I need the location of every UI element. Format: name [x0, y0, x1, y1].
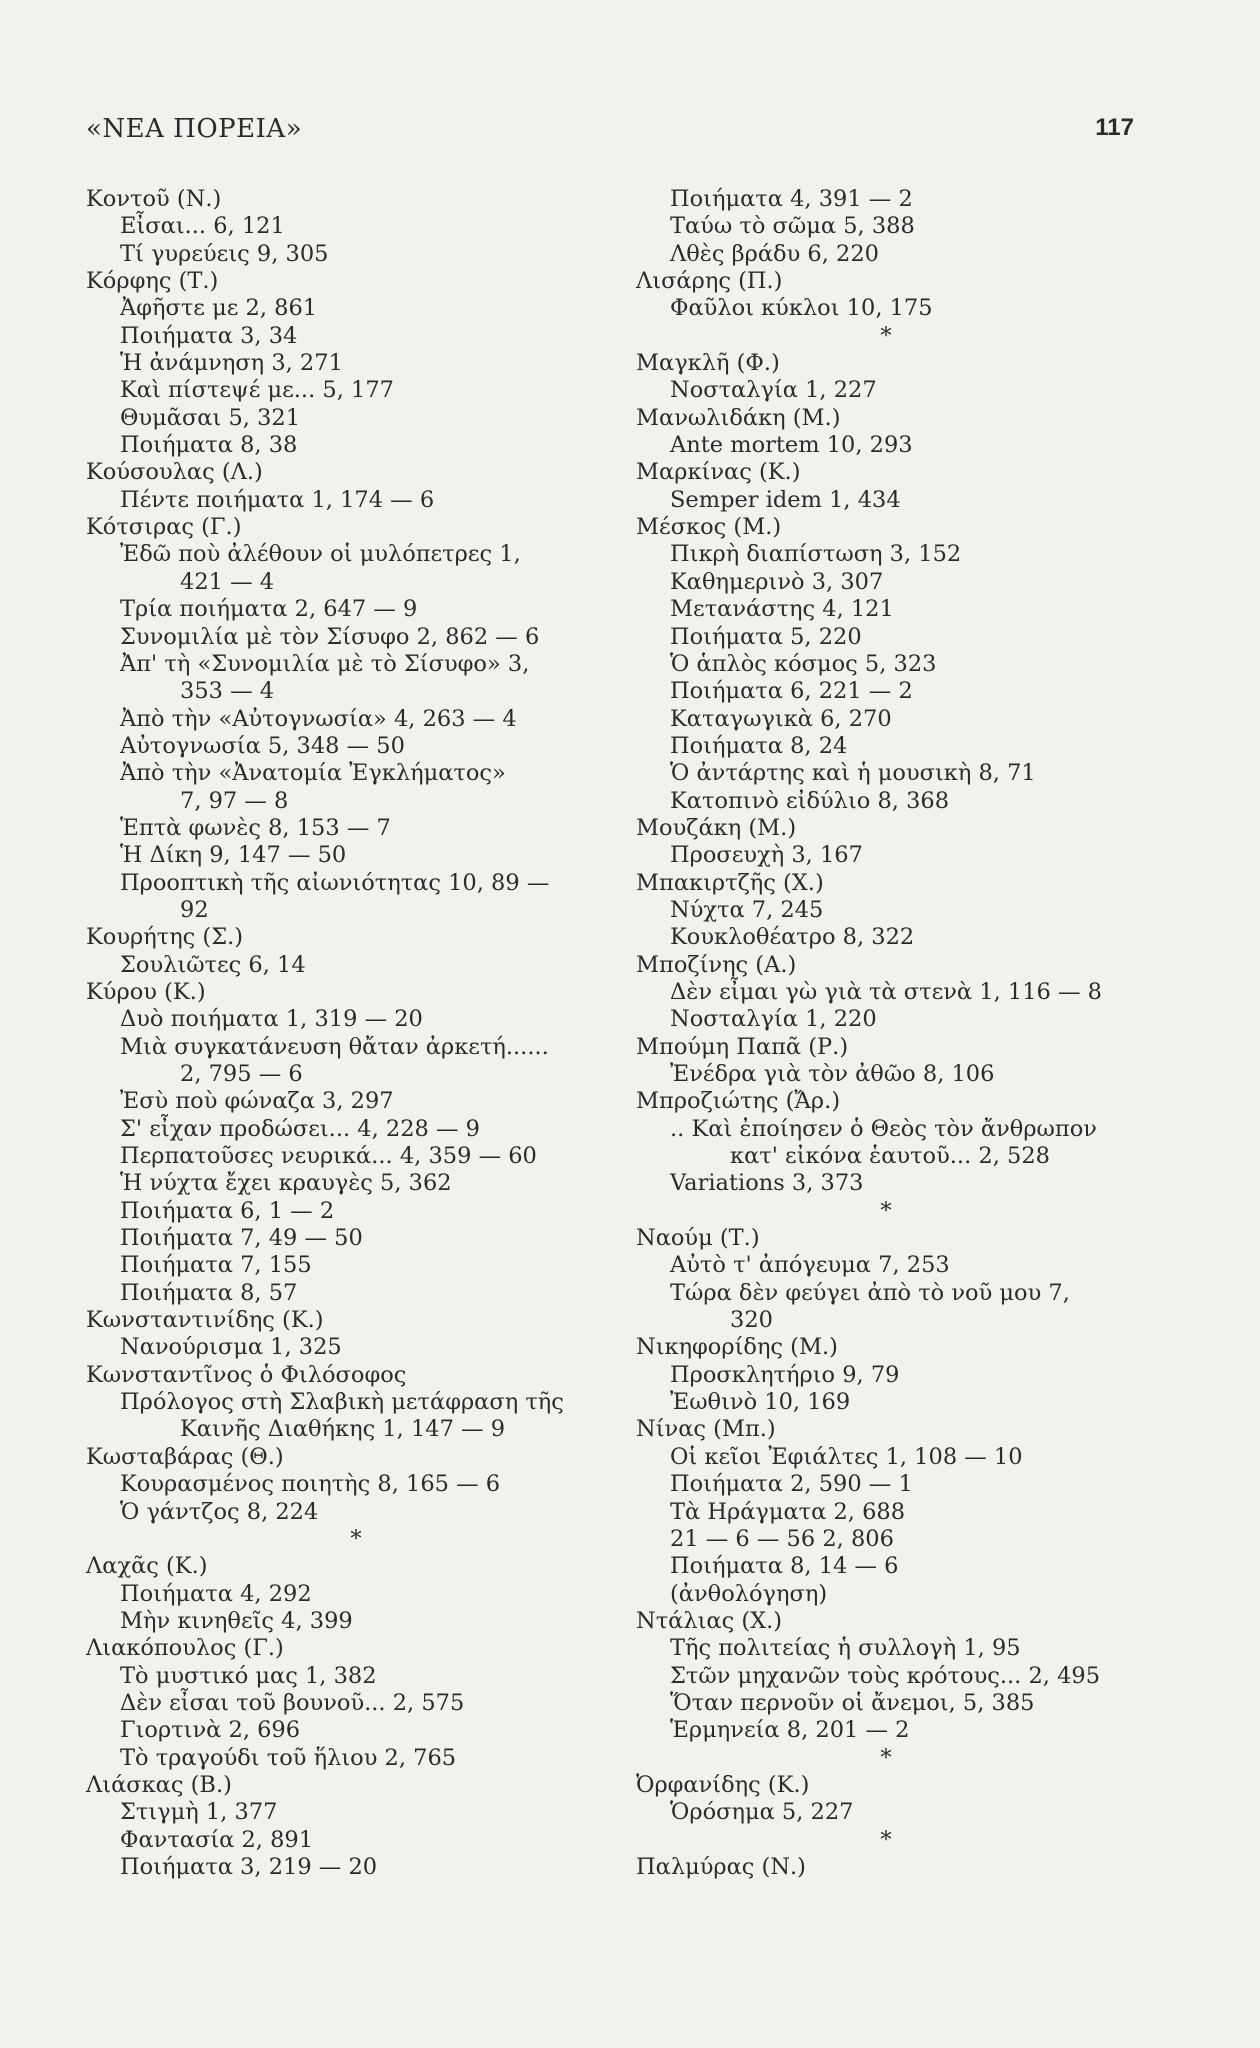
section-separator: *	[880, 1744, 892, 1771]
work-entry: Συνομιλία μὲ τὸν Σίσυφο 2, 862 — 6	[120, 623, 540, 650]
author-heading: Κούσουλας (Λ.)	[86, 459, 263, 486]
author-heading: Λισάρης (Π.)	[636, 268, 783, 295]
author-heading: Λιακόπουλος (Γ.)	[86, 1635, 284, 1662]
author-heading: Μαγκλῆ (Φ.)	[636, 350, 780, 377]
work-entry: Ποιήματα 7, 49 — 50	[120, 1225, 363, 1252]
work-entry: Ποιήματα 6, 1 — 2	[120, 1197, 335, 1224]
work-entry: Καταγωγικὰ 6, 270	[670, 705, 892, 732]
work-entry: Ἀπὸ τὴν «Αὐτογνωσία» 4, 263 — 4	[120, 705, 517, 732]
work-entry: Ἐνέδρα γιὰ τὸν ἀθῶο 8, 106	[670, 1061, 995, 1087]
author-heading: Ντάλιας (Χ.)	[636, 1607, 783, 1634]
work-entry: Πρόλογος στὴ Σλαβικὴ μετάφραση τῆς	[120, 1389, 564, 1416]
work-entry: Φαντασία 2, 891	[120, 1826, 314, 1853]
section-separator: *	[880, 1826, 892, 1853]
work-entry: Νοσταλγία 1, 220	[670, 1006, 877, 1033]
author-heading: Κόρφης (Τ.)	[86, 268, 219, 295]
work-entry: Ποιήματα 3, 219 — 20	[120, 1853, 378, 1880]
author-heading: Κωνσταντῖνος ὁ Φιλόσοφος	[86, 1361, 407, 1388]
work-entry: Προοπτικὴ τῆς αἰωνιότητας 10, 89 —	[120, 869, 550, 896]
work-entry: Μετανάστης 4, 121	[670, 596, 894, 623]
author-heading: Κοντοῦ (Ν.)	[86, 186, 222, 212]
work-entry: Ἐωθινὸ 10, 169	[670, 1389, 851, 1416]
work-entry: Semper idem 1, 434	[670, 486, 901, 513]
work-entry-continuation: 2, 795 — 6	[180, 1061, 303, 1087]
work-entry: Νανούρισμα 1, 325	[120, 1334, 342, 1361]
work-entry: Ὁρόσημα 5, 227	[670, 1799, 854, 1826]
work-entry: Ποιήματα 8, 14 — 6	[670, 1553, 899, 1580]
work-entry: Ὁ ἁπλὸς κόσμος 5, 323	[670, 650, 937, 677]
page-header	[86, 114, 1134, 146]
work-entry: Προσευχὴ 3, 167	[670, 842, 863, 869]
work-entry: Ὁ γάντζος 8, 224	[120, 1498, 319, 1525]
work-entry-continuation: 92	[180, 896, 209, 923]
author-heading: Κωνσταντινίδης (Κ.)	[86, 1307, 324, 1334]
work-entry-continuation: 421 — 4	[180, 568, 275, 595]
work-entry: Ὅταν περνοῦν οἱ ἄνεμοι, 5, 385	[670, 1689, 1035, 1716]
work-entry: Ante mortem 10, 293	[670, 432, 913, 459]
work-entry: Κουρασμένος ποιητὴς 8, 165 — 6	[120, 1471, 501, 1498]
work-entry: Οἱ κεῖοι Ἐφιάλτες 1, 108 — 10	[670, 1443, 1023, 1470]
work-entry: Τῆς πολιτείας ἡ συλλογὴ 1, 95	[670, 1635, 1021, 1662]
work-entry: .. Καὶ ἐποίησεν ὁ Θεὸς τὸν ἄνθρωπον	[670, 1115, 1097, 1142]
work-entry: Κατοπινὸ εἰδύλιο 8, 368	[670, 787, 950, 814]
work-entry: Ἀπ' τὴ «Συνομιλία μὲ τὸ Σίσυφο» 3,	[120, 650, 530, 677]
section-separator: *	[880, 1197, 892, 1224]
author-heading: Μπούμη Παπᾶ (Ρ.)	[636, 1033, 849, 1060]
work-entry: Στιγμὴ 1, 377	[120, 1799, 278, 1826]
author-heading: Κωσταβάρας (Θ.)	[86, 1443, 284, 1470]
work-entry: 21 — 6 — 56 2, 806	[670, 1525, 894, 1552]
work-entry: Πικρὴ διαπίστωση 3, 152	[670, 541, 962, 568]
work-entry: Τὰ Ηράγματα 2, 688	[670, 1498, 906, 1525]
work-entry: Καὶ πίστεψέ με... 5, 177	[120, 377, 394, 404]
work-entry: Ὁ ἀντάρτης καὶ ἡ μουσικὴ 8, 71	[670, 760, 1036, 787]
index-column-right	[636, 186, 1136, 1881]
author-heading: Μουζάκη (Μ.)	[636, 814, 797, 841]
author-heading: Νικηφορίδης (Μ.)	[636, 1334, 838, 1361]
work-entry: Τρία ποιήματα 2, 647 — 9	[120, 596, 418, 623]
work-entry-continuation: Καινῆς Διαθήκης 1, 147 — 9	[180, 1416, 506, 1443]
work-entry: Ἡ Δίκη 9, 147 — 50	[120, 842, 347, 869]
work-entry: Λθὲς βράδυ 6, 220	[670, 240, 879, 267]
work-entry: Στῶν μηχανῶν τοὺς κρότους... 2, 495	[670, 1662, 1101, 1689]
author-heading: Μπροζιώτης (Ἄρ.)	[636, 1088, 841, 1115]
work-entry: Τὸ τραγούδι τοῦ ἥλιου 2, 765	[120, 1744, 457, 1771]
work-entry: (ἀνθολόγηση)	[670, 1580, 828, 1607]
work-entry: Νύχτα 7, 245	[670, 896, 824, 923]
work-entry: Ποιήματα 4, 292	[120, 1580, 312, 1607]
section-separator: *	[350, 1525, 362, 1552]
work-entry: Μὴν κινηθεῖς 4, 399	[120, 1607, 353, 1634]
work-entry-continuation: 7, 97 — 8	[180, 787, 289, 814]
work-entry: Ἡ νύχτα ἔχει κραυγὲς 5, 362	[120, 1170, 452, 1197]
author-heading: Μέσκος (Μ.)	[636, 514, 782, 541]
author-heading: Νίνας (Μπ.)	[636, 1416, 776, 1443]
work-entry: Τὸ μυστικό μας 1, 382	[120, 1662, 377, 1689]
work-entry: Ἑρμηνεία 8, 201 — 2	[670, 1717, 910, 1744]
work-entry: Ἀφῆστε με 2, 861	[120, 295, 318, 322]
author-heading: Μποζίνης (Α.)	[636, 951, 797, 978]
author-heading: Κότσιρας (Γ.)	[86, 514, 242, 541]
work-entry: Σουλιῶτες 6, 14	[120, 951, 306, 978]
work-entry: Τί γυρεύεις 9, 305	[120, 240, 329, 267]
work-entry: Ποιήματα 8, 24	[670, 732, 848, 759]
author-heading: Κύρου (Κ.)	[86, 978, 206, 1005]
work-entry: Variations 3, 373	[670, 1170, 864, 1197]
work-entry: Ἑπτὰ φωνὲς 8, 153 — 7	[120, 814, 391, 841]
work-entry: Ποιήματα 2, 590 — 1	[670, 1471, 913, 1498]
work-entry: Δὲν εἶσαι τοῦ βουνοῦ... 2, 575	[120, 1689, 465, 1716]
author-heading: Ναούμ (Τ.)	[636, 1225, 760, 1252]
work-entry: Ποιήματα 7, 155	[120, 1252, 312, 1279]
work-entry: Ποιήματα 3, 34	[120, 322, 298, 349]
work-entry: Σ' εἶχαν προδώσει... 4, 228 — 9	[120, 1115, 480, 1142]
work-entry: Νοσταλγία 1, 227	[670, 377, 877, 404]
work-entry: Κουκλοθέατρο 8, 322	[670, 924, 915, 951]
author-heading: Μαρκίνας (Κ.)	[636, 459, 801, 486]
work-entry-continuation: 320	[730, 1307, 773, 1334]
author-heading: Μπακιρτζῆς (Χ.)	[636, 869, 824, 896]
work-entry: Φαῦλοι κύκλοι 10, 175	[670, 295, 933, 322]
work-entry: Αὐτὸ τ' ἀπόγευμα 7, 253	[670, 1252, 950, 1279]
author-heading: Λιάσκας (Β.)	[86, 1771, 232, 1798]
work-entry: Γιορτινὰ 2, 696	[120, 1717, 301, 1744]
work-entry-continuation: κατ' εἰκόνα ἑαυτοῦ... 2, 528	[730, 1143, 1050, 1170]
work-entry: Ποιήματα 8, 57	[120, 1279, 298, 1306]
author-heading: Παλμύρας (Ν.)	[636, 1853, 806, 1880]
work-entry: Ποιήματα 4, 391 — 2	[670, 186, 913, 212]
author-heading: Λαχᾶς (Κ.)	[86, 1553, 208, 1580]
running-title: «ΝΕΑ ΠΟΡΕΙΑ»	[86, 114, 303, 144]
work-entry: Προσκλητήριο 9, 79	[670, 1361, 900, 1388]
work-entry: Εἶσαι... 6, 121	[120, 213, 285, 240]
author-heading: Κουρήτης (Σ.)	[86, 924, 244, 951]
work-entry: Ἀπὸ τὴν «Ἀνατομία Ἐγκλήματος»	[120, 760, 506, 787]
work-entry-continuation: 353 — 4	[180, 678, 275, 705]
work-entry: Μιὰ συγκατάνευση θἄταν ἀρκετή......	[120, 1033, 549, 1060]
page-number: 117	[1095, 114, 1134, 141]
work-entry: Περπατοῦσες νευρικά... 4, 359 — 60	[120, 1143, 537, 1170]
work-entry: Ἐδῶ ποὺ ἀλέθουν οἱ μυλόπετρες 1,	[120, 541, 521, 568]
index-column-left	[86, 186, 626, 1881]
work-entry: Ποιήματα 6, 221 — 2	[670, 678, 913, 705]
work-entry: Δυὸ ποιήματα 1, 319 — 20	[120, 1006, 423, 1033]
section-separator: *	[880, 322, 892, 349]
work-entry: Ἐσὺ ποὺ φώναζα 3, 297	[120, 1088, 394, 1115]
work-entry: Πέντε ποιήματα 1, 174 — 6	[120, 486, 435, 513]
work-entry: Δὲν εἶμαι γὼ γιὰ τὰ στενὰ 1, 116 — 8	[670, 978, 1102, 1005]
work-entry: Ἡ ἀνάμνηση 3, 271	[120, 350, 343, 377]
work-entry: Καθημερινὸ 3, 307	[670, 568, 884, 595]
work-entry: Τώρα δὲν φεύγει ἀπὸ τὸ νοῦ μου 7,	[670, 1279, 1070, 1306]
work-entry: Αὐτογνωσία 5, 348 — 50	[120, 732, 405, 759]
author-heading: Ὀρφανίδης (Κ.)	[636, 1771, 810, 1798]
work-entry: Ποιήματα 5, 220	[670, 623, 862, 650]
work-entry: Ταύω τὸ σῶμα 5, 388	[670, 213, 915, 240]
author-heading: Μανωλιδάκη (Μ.)	[636, 404, 841, 431]
work-entry: Ποιήματα 8, 38	[120, 432, 298, 459]
work-entry: Θυμᾶσαι 5, 321	[120, 404, 301, 431]
